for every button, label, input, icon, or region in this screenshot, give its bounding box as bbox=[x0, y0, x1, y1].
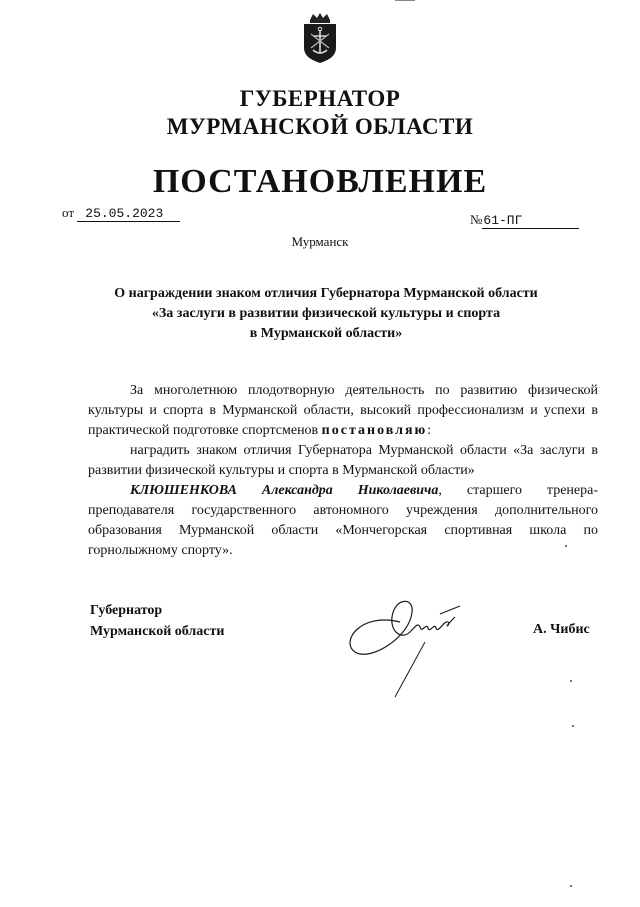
scan-speck bbox=[565, 545, 567, 547]
coat-of-arms-icon bbox=[300, 12, 340, 64]
signatory-name: А. Чибис bbox=[533, 622, 590, 637]
scan-speck bbox=[570, 680, 572, 682]
org-title-line2: МУРМАНСКОЙ ОБЛАСТИ bbox=[166, 114, 474, 139]
scan-mark bbox=[395, 0, 415, 1]
document-subject bbox=[110, 284, 542, 344]
org-title-line1: ГУБЕРНАТОР bbox=[239, 86, 401, 111]
body-paragraph-1: За многолетнюю плодотворную деятельность по развитию физической культуры и спорта в Мурманской области, высокий профессионализм и успехи в практической подготовке спортсменов постановляю: bbox=[88, 383, 598, 438]
number-value: 61-ПГ bbox=[482, 213, 579, 229]
body-paragraph-3: КЛЮШЕНКОВА Александра Николаевича, старшего тренера-преподавателя государственного автономного учреждения дополнительного образования Мурманской области «Мончегорская спортивная школа по горнолыжному спорту». bbox=[88, 483, 598, 558]
city: Мурманск bbox=[291, 234, 349, 249]
subject-line3: в Мурманской области» bbox=[249, 326, 403, 341]
number-prefix: № bbox=[470, 212, 483, 227]
document-date bbox=[62, 205, 180, 222]
awardee-name: КЛЮШЕНКОВА Александра Николаевича bbox=[130, 483, 439, 498]
scan-speck bbox=[572, 725, 574, 727]
date-prefix: от bbox=[62, 205, 75, 220]
date-value: 25.05.2023 bbox=[77, 206, 180, 222]
scan-speck bbox=[570, 885, 572, 887]
subject-line1: О награждении знаком отличия Губернатора Мурманской области bbox=[114, 286, 538, 301]
signatory-position-line2: Мурманской области bbox=[90, 624, 225, 639]
subject-line2: «За заслуги в развитии физической культуры и спорта bbox=[151, 306, 501, 321]
signatory-position bbox=[90, 600, 224, 642]
document-number bbox=[470, 212, 579, 229]
document-type-title: ПОСТАНОВЛЕНИЕ bbox=[152, 163, 488, 200]
document-body bbox=[88, 381, 598, 561]
decree-keyword: постановляю bbox=[321, 423, 428, 438]
body-paragraph-2: наградить знаком отличия Губернатора Мурманской области «За заслуги в развитии физической культуры и спорта в Мурманской области» bbox=[88, 443, 598, 478]
handwritten-signature bbox=[340, 592, 490, 702]
signatory-position-line1: Губернатор bbox=[90, 603, 163, 618]
